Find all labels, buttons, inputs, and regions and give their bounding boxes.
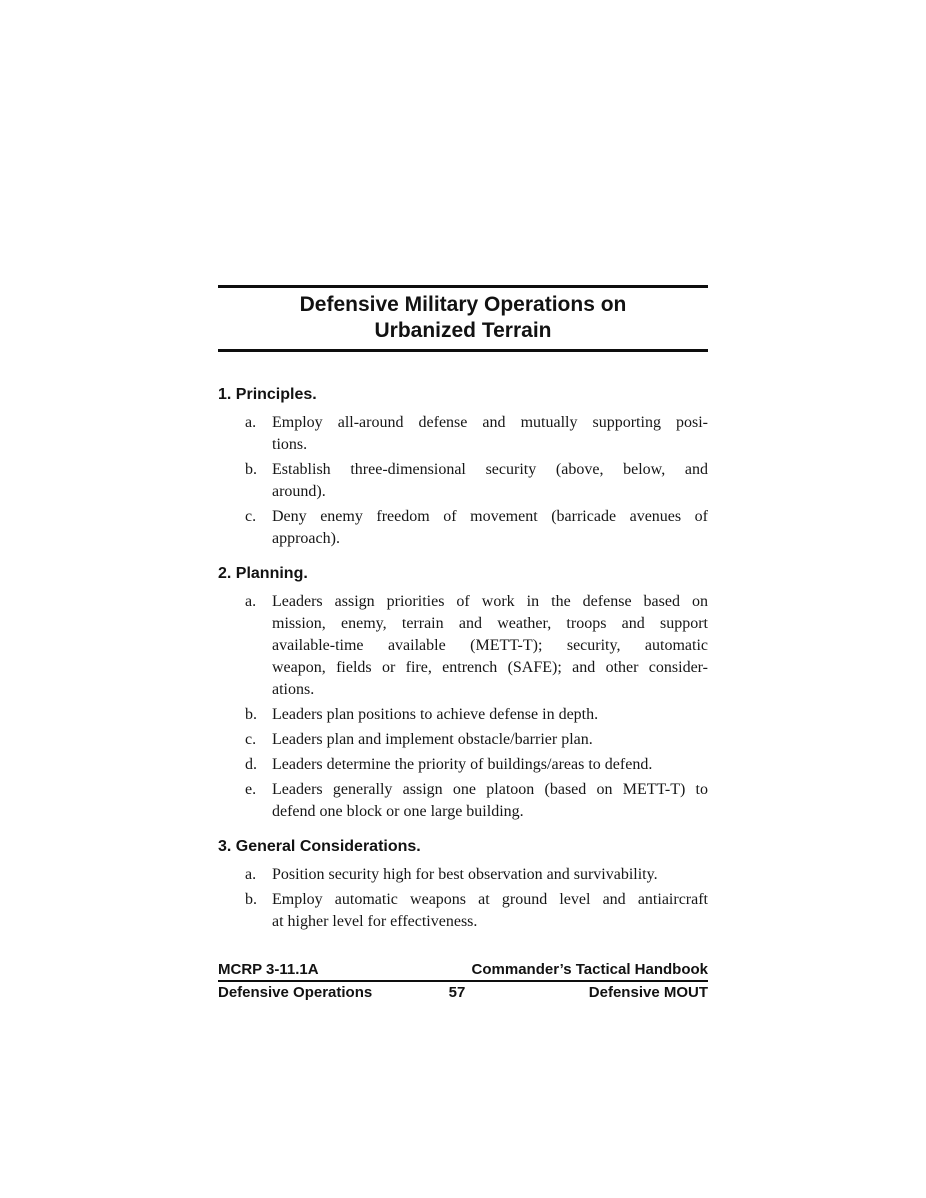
footer-publication-number: MCRP 3-11.1A [218, 961, 319, 978]
section-heading: 1. Principles. [218, 386, 317, 403]
list-item [218, 889, 708, 933]
footer-chapter-name: Defensive Operations [218, 984, 373, 1001]
page-title-line-2: Urbanized Terrain [374, 319, 552, 342]
document-body [218, 285, 708, 936]
list-item [218, 754, 708, 776]
footer-bottom-row [218, 984, 708, 1001]
footer-section-name: Defensive MOUT [588, 984, 708, 1001]
footer-page-number: 57 [448, 984, 466, 1001]
list-item [218, 591, 708, 701]
list-item-letter: a. [245, 414, 257, 431]
list-item [218, 704, 708, 726]
list-item-letter: c. [245, 508, 257, 525]
page-footer [218, 961, 708, 1001]
list-item-letter: b. [245, 891, 257, 908]
list-item [218, 506, 708, 550]
list-item-text: Deny enemy freedom of movement (barricade avenues of approach). [272, 508, 708, 547]
section-heading: 3. General Considerations. [218, 838, 421, 855]
section-general-considerations [218, 837, 708, 933]
list-item-letter: a. [245, 866, 257, 883]
section-principles [218, 385, 708, 550]
list-item-text: Establish three-dimensional security (above, below, and around). [272, 461, 708, 500]
list-item-text: Leaders assign priorities of work in the defense based on mission, enemy, terrain and weather, troops and support available-time available (METT-T); security, automatic weapon, fields or fire, entrench (SAFE); and other consider- ations. [272, 593, 708, 698]
list-item-letter: a. [245, 593, 257, 610]
list-item-text: Leaders determine the priority of buildings/areas to defend. [272, 756, 653, 773]
list-item-letter: e. [245, 781, 257, 798]
list-item [218, 729, 708, 751]
list-item-letter: d. [245, 756, 257, 773]
list-item-text: Employ automatic weapons at ground level and antiaircraft at higher level for effectiveness. [272, 891, 708, 930]
footer-handbook-title: Commander’s Tactical Handbook [471, 961, 708, 978]
title-rule-bottom [218, 349, 708, 352]
section-heading: 2. Planning. [218, 565, 308, 582]
list-item-letter: b. [245, 706, 257, 723]
footer-rule [218, 980, 708, 982]
list-item-letter: c. [245, 731, 257, 748]
page-title [218, 288, 708, 349]
list-item [218, 864, 708, 886]
list-item-letter: b. [245, 461, 257, 478]
list-item-text: Leaders generally assign one platoon (based on METT-T) to defend one block or one large building. [272, 781, 708, 820]
list-item [218, 779, 708, 823]
list-item-text: Employ all-around defense and mutually supporting posi- tions. [272, 414, 708, 453]
list-item [218, 459, 708, 503]
list-item-text: Position security high for best observation and survivability. [272, 866, 658, 883]
list-item-text: Leaders plan and implement obstacle/barrier plan. [272, 731, 593, 748]
list-item-text: Leaders plan positions to achieve defense in depth. [272, 706, 599, 723]
footer-top-row [218, 961, 708, 978]
page-title-line-1: Defensive Military Operations on [299, 293, 627, 316]
list-item [218, 412, 708, 456]
section-planning [218, 564, 708, 823]
